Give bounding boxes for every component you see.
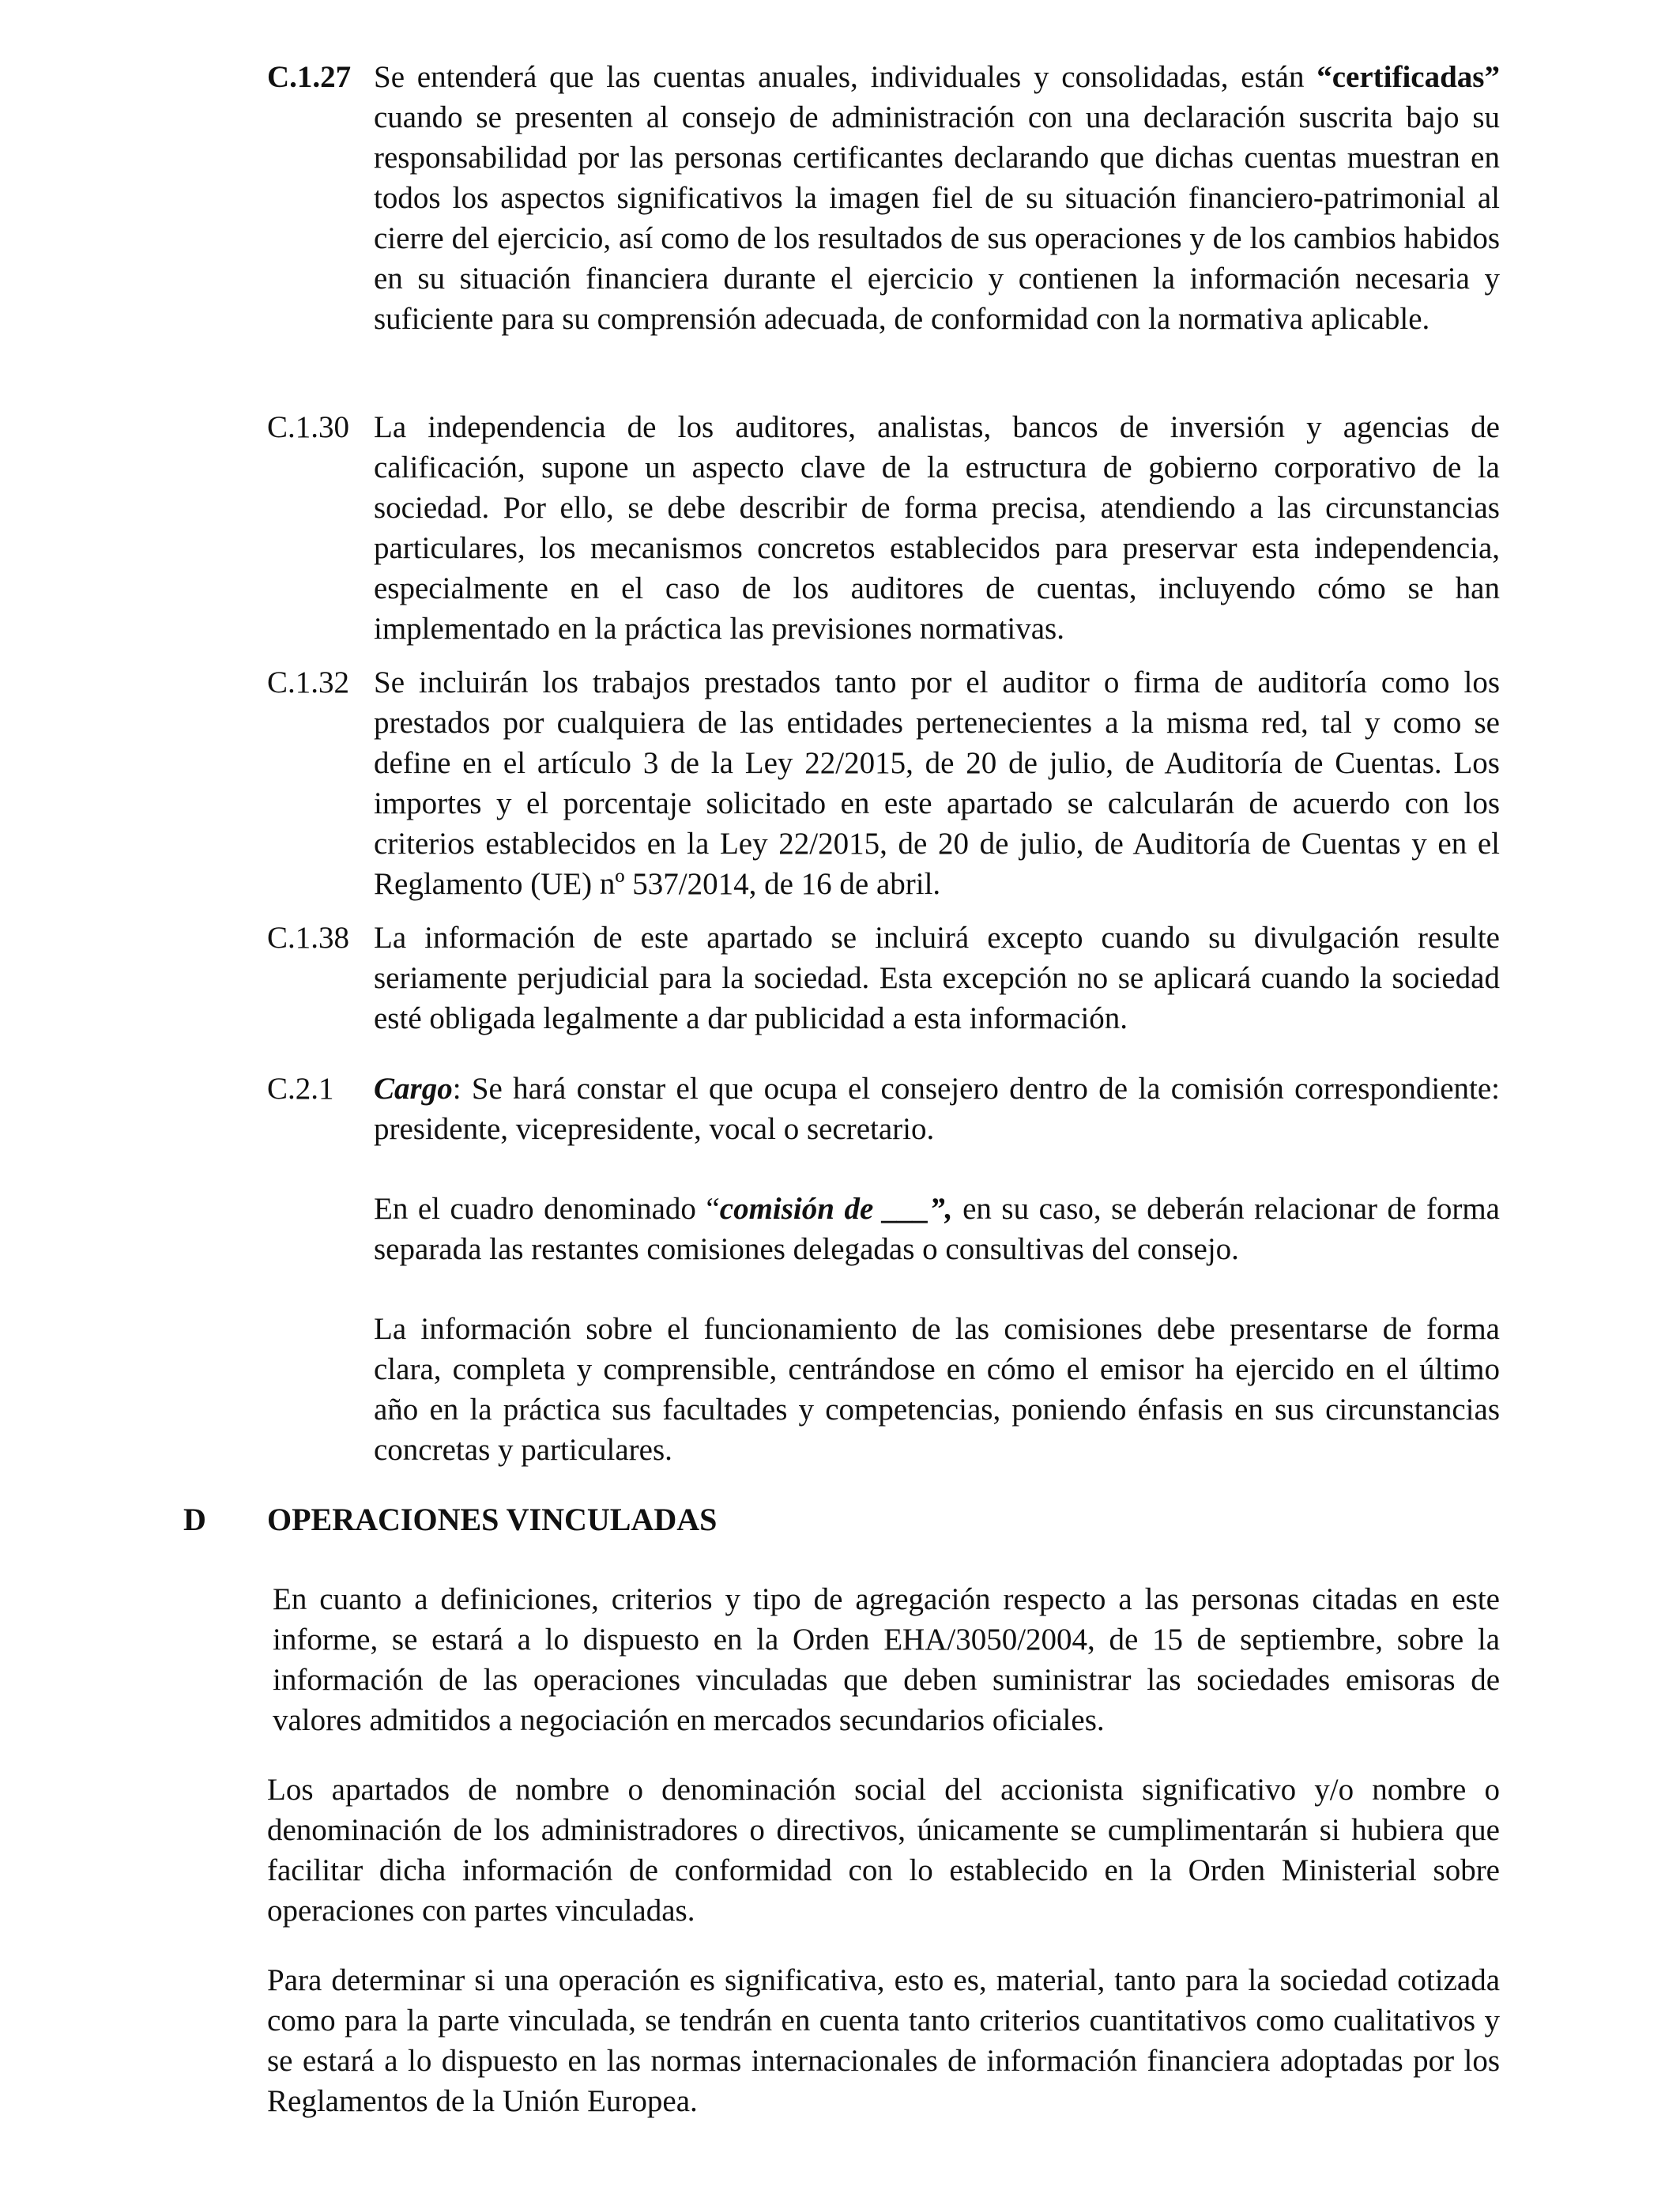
item-text: : Se hará constar el que ocupa el consejero dentro de la comisión correspondiente: presidente, vicepresidente, vocal o secretario. bbox=[374, 1072, 1500, 1146]
item-paragraph bbox=[374, 1069, 1500, 1149]
item-paragraph bbox=[374, 1189, 1500, 1269]
item-body bbox=[374, 918, 1500, 1039]
section-paragraph: Para determinar si una operación es significativa, esto es, material, tanto para la sociedad cotizada como para la parte vinculada, se tendrán en cuenta tanto criterios cuantitativos como cualitativos y se estará a lo dispuesto en las normas internacionales de información financiera adoptadas por los Reglamentos de la Unión Europea. bbox=[267, 1963, 1500, 2118]
item-label: C.1.38 bbox=[267, 921, 350, 955]
item-text: en su caso, se deberán relacionar de forma separada las restantes comisiones delegadas o consultivas del consejo. bbox=[374, 1192, 1500, 1266]
item-body bbox=[374, 57, 1500, 339]
section-paragraph: Los apartados de nombre o denominación social del accionista significativo y/o nombre o denominación de los administradores o directivos, únicamente se cumplimentarán si hubiera que facilitar dicha información de conformidad con lo establecido en la Orden Ministerial sobre operaciones con partes vinculadas. bbox=[267, 1773, 1500, 1928]
item-paragraph: La información de este apartado se incluirá excepto cuando su divulgación resulte seriamente perjudicial para la sociedad. Esta excepción no se aplicará cuando la sociedad esté obligada legalmente a dar publicidad a esta información. bbox=[374, 921, 1500, 1035]
item-label: C.1.30 bbox=[267, 410, 350, 444]
item-label: C.1.32 bbox=[267, 665, 350, 699]
section-paragraph: En cuanto a definiciones, criterios y tipo de agregación respecto a las personas citadas en este informe, se estará a lo dispuesto en la Orden EHA/3050/2004, de 15 de septiembre, sobre la información de las operaciones vinculadas que deben suministrar las sociedades emisoras de valores admitidos a negociación en mercados secundarios oficiales. bbox=[273, 1582, 1500, 1737]
defined-term: comisión de ___”, bbox=[719, 1192, 953, 1226]
item-label: C.1.27 bbox=[267, 60, 352, 94]
item-paragraph bbox=[374, 57, 1500, 339]
item-body bbox=[374, 1069, 1500, 1470]
item-paragraph: La información sobre el funcionamiento de las comisiones debe presentarse de forma clara, completa y comprensible, centrándose en cómo el emisor ha ejercido en el último año en la práctica sus facultades y competencias, poniendo énfasis en sus circunstancias concretas y particulares. bbox=[374, 1312, 1500, 1467]
section-letter: D bbox=[183, 1502, 206, 1537]
defined-term: Cargo bbox=[374, 1072, 453, 1106]
section-title: OPERACIONES VINCULADAS bbox=[267, 1502, 718, 1537]
item-text: En el cuadro denominado “ bbox=[374, 1192, 720, 1226]
item-body bbox=[374, 407, 1500, 649]
item-paragraph: La independencia de los auditores, analistas, bancos de inversión y agencias de calificación, supone un aspecto clave de la estructura de gobierno corporativo de la sociedad. Por ello, se debe describir de forma precisa, atendiendo a las circunstancias particulares, los mecanismos concretos establecidos para preservar esta independencia, especialmente en el caso de los auditores de cuentas, incluyendo cómo se han implementado en la práctica las previsiones normativas. bbox=[374, 410, 1500, 646]
item-body bbox=[374, 662, 1500, 904]
item-paragraph: Se incluirán los trabajos prestados tanto por el auditor o firma de auditoría como los prestados por cualquiera de las entidades pertenecientes a la misma red, tal y como se define en el artículo 3 de la Ley 22/2015, de 20 de julio, de Auditoría de Cuentas. Los importes y el porcentaje solicitado en este apartado se calcularán de acuerdo con los criterios establecidos en la Ley 22/2015, de 20 de julio, de Auditoría de Cuentas y en el Reglamento (UE) nº 537/2014, de 16 de abril. bbox=[374, 665, 1500, 901]
item-text: cuando se presenten al consejo de administración con una declaración suscrita bajo su responsabilidad por las personas certificantes declarando que dichas cuentas muestran en todos los aspectos significativos la imagen fiel de su situación financiero-patrimonial al cierre del ejercicio, así como de los resultados de sus operaciones y de los cambios habidos en su situación financiera durante el ejercicio y contienen la información necesaria y suficiente para su comprensión adecuada, de conformidad con la normativa aplicable. bbox=[374, 100, 1500, 336]
defined-term: “certificadas” bbox=[1317, 60, 1500, 94]
item-text: Se entenderá que las cuentas anuales, individuales y consolidadas, están bbox=[374, 60, 1317, 94]
item-label: C.2.1 bbox=[267, 1072, 334, 1106]
